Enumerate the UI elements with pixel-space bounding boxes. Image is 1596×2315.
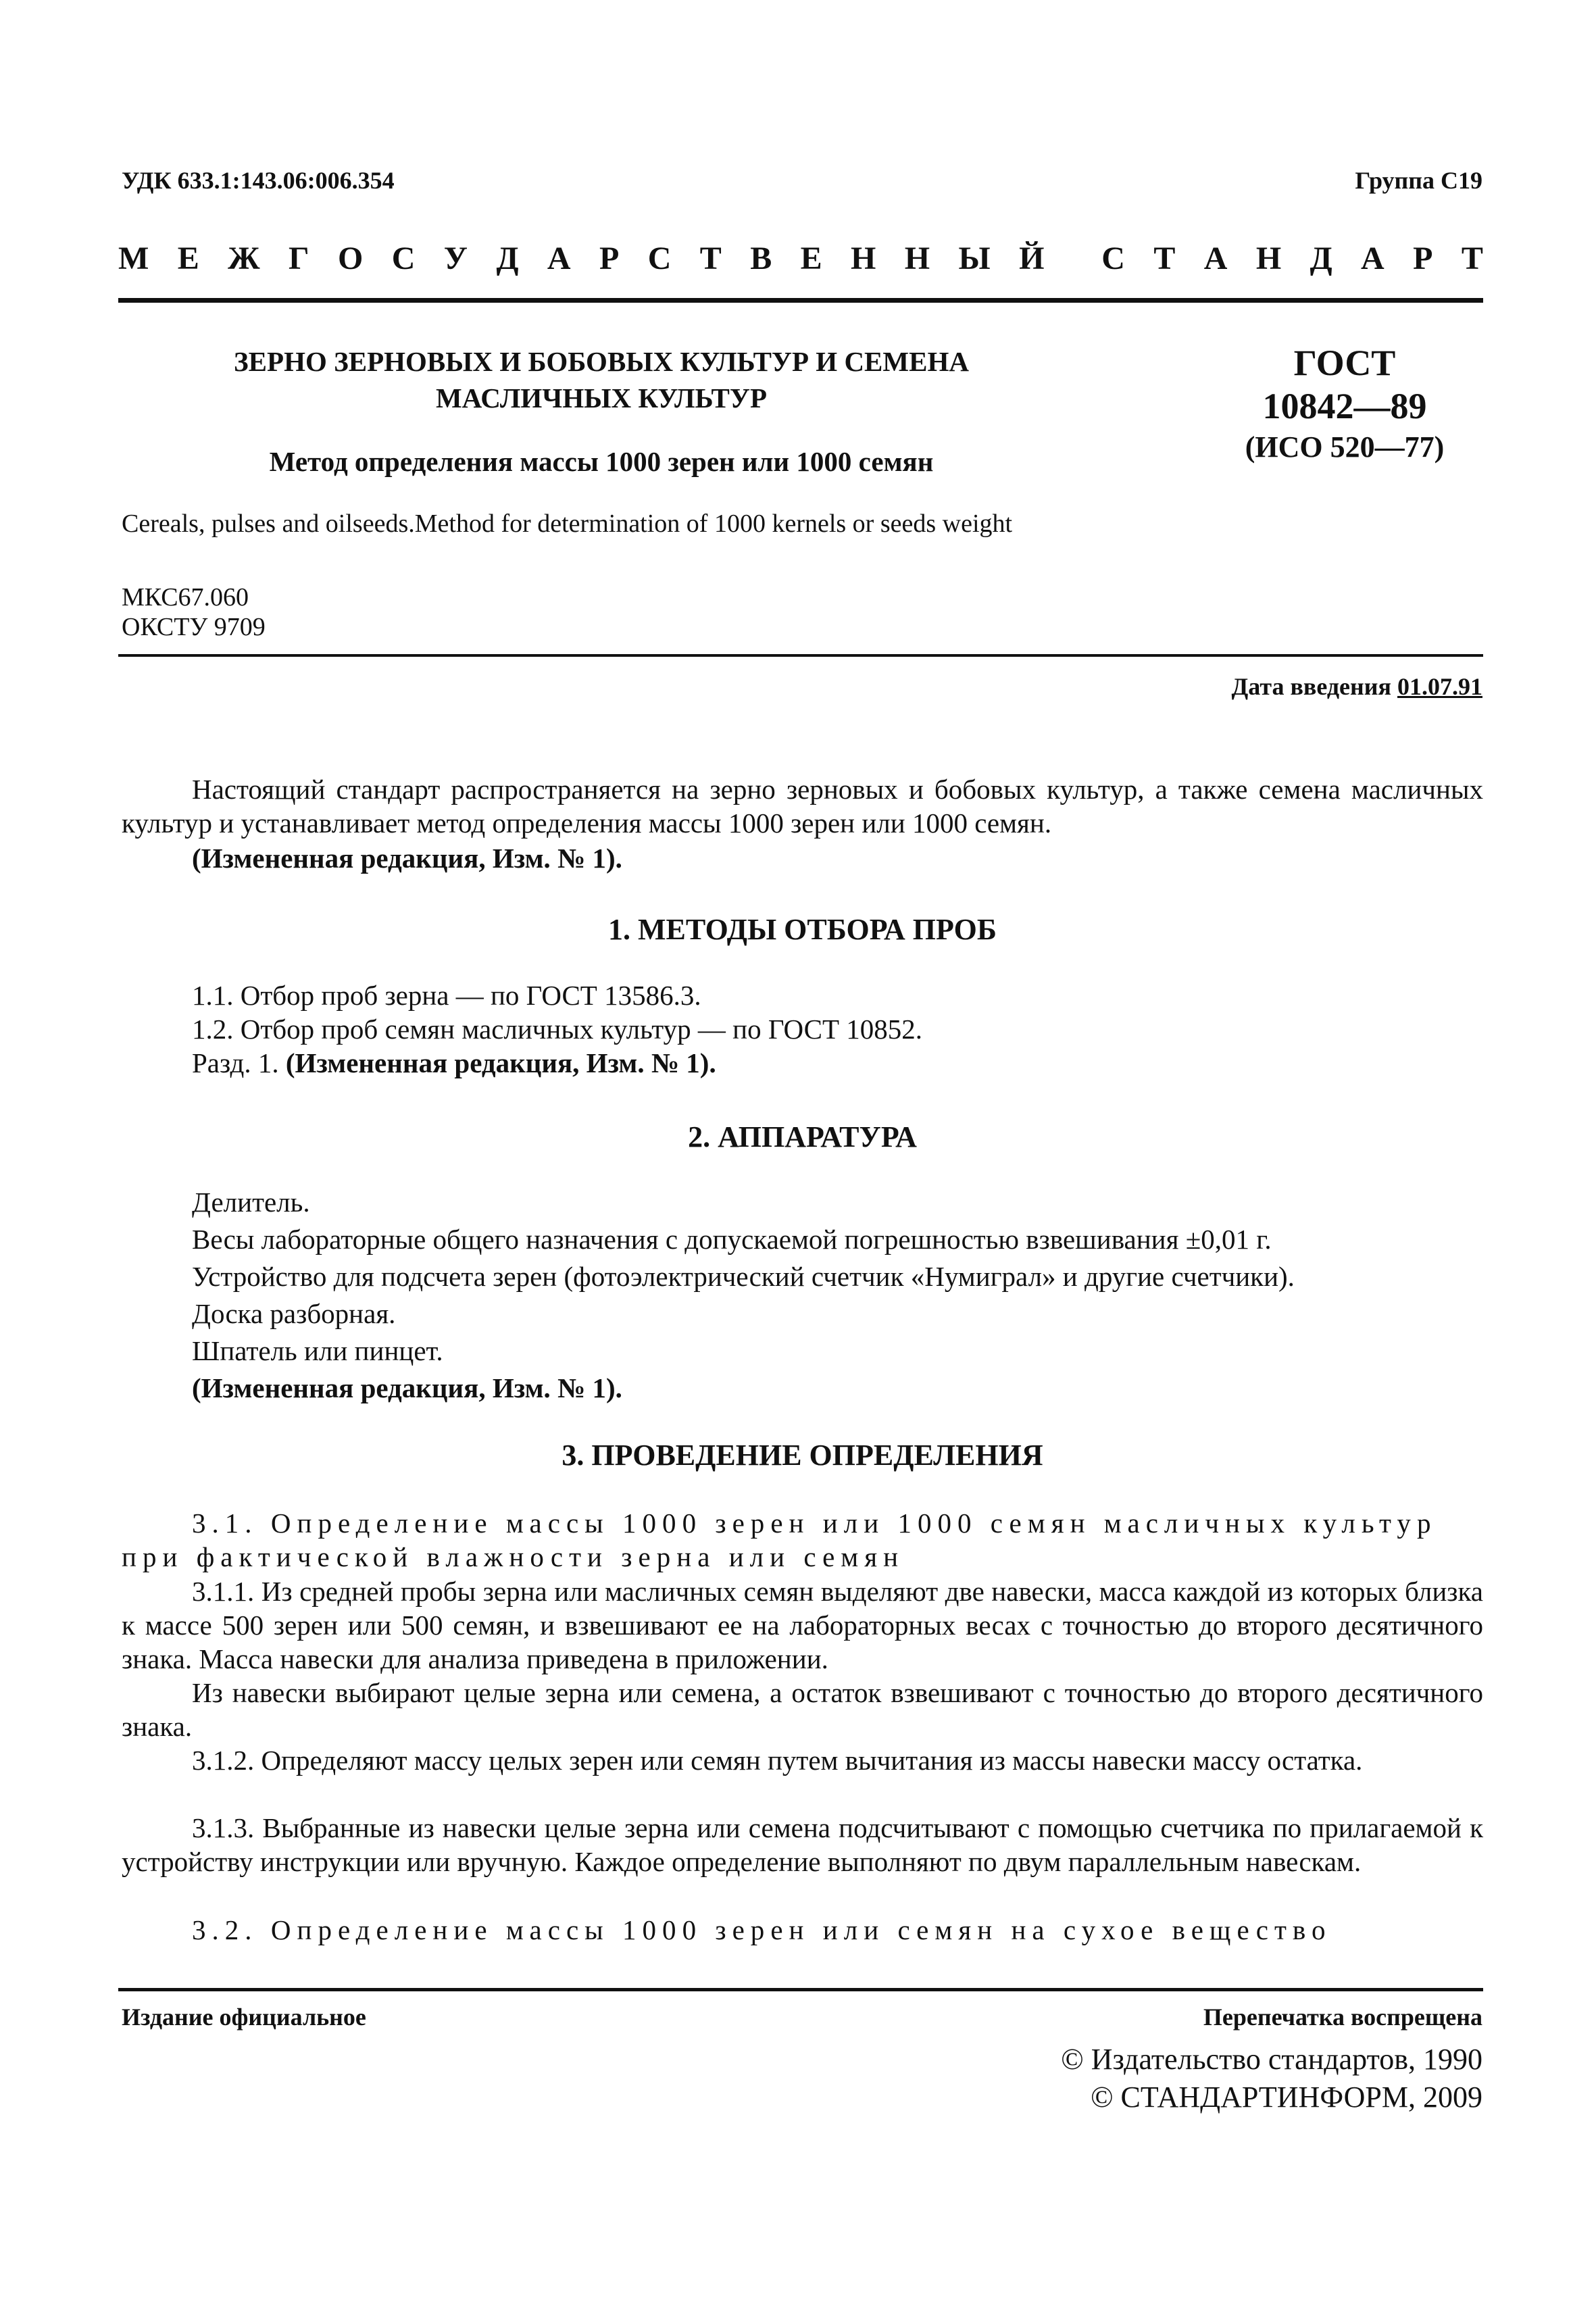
intro-date-value: 01.07.91	[1397, 673, 1482, 700]
apparatus-item: Устройство для подсчета зерен (фотоэлектрический счетчик «Нумиграл» и другие счетчики).	[192, 1261, 1295, 1292]
banner-letter: А	[1361, 241, 1385, 276]
interstate-standard-banner	[118, 240, 1483, 277]
introduction-date	[1232, 672, 1483, 701]
okstu-code: ОКСТУ 9709	[122, 613, 266, 641]
footer-divider	[118, 1988, 1483, 1991]
banner-letter: Р	[599, 241, 620, 276]
apparatus-item: Шпатель или пинцет.	[192, 1335, 443, 1366]
banner-letter: Н	[904, 241, 930, 276]
clause-3-1-3: 3.1.3. Выбранные из навески целые зерна или семена подсчитывают с помощью счетчика по прилагаемой к устройству инструкции или вручную. Каждое определение выполняют по двум параллельным навескам.	[122, 1812, 1483, 1877]
group-code: Группа С19	[1355, 167, 1482, 194]
edition-label: Издание официальное	[122, 2003, 366, 2031]
amendment-prefix: Разд. 1.	[192, 1047, 279, 1078]
clause-1-2: 1.2. Отбор проб семян масличных культур — по ГОСТ 10852.	[192, 1014, 923, 1045]
banner-letter: Н	[851, 241, 876, 276]
clause-3-1-title: 3.1. Определение массы 1000 зерен или 1000 семян масличных культур	[192, 1508, 1437, 1539]
section-1-heading: 1. МЕТОДЫ ОТБОРА ПРОБ	[608, 913, 997, 946]
amendment-text: (Измененная редакция, Изм. № 1).	[285, 1047, 716, 1078]
apparatus-item: Весы лабораторные общего назначения с допускаемой погрешностью взвешивания ±0,01 г.	[192, 1224, 1272, 1255]
preamble-paragraph: Настоящий стандарт распространяется на зерно зерновых и бобовых культур, а также семена масличных культур и устанавливает метод определения массы 1000 зерен или 1000 семян.	[122, 774, 1483, 839]
section-2-heading: 2. АППАРАТУРА	[688, 1120, 917, 1153]
title-line: ЗЕРНО ЗЕРНОВЫХ И БОБОВЫХ КУЛЬТУР И СЕМЕНА	[234, 346, 969, 377]
banner-letter: У	[443, 241, 468, 276]
clause-3-2-title: 3.2. Определение массы 1000 зерен или семян на сухое вещество	[192, 1914, 1332, 1945]
gost-designation	[1210, 341, 1480, 467]
section-2-amendment: (Измененная редакция, Изм. № 1).	[192, 1372, 622, 1403]
banner-letter: Р	[1413, 241, 1433, 276]
banner-letter: Ж	[228, 241, 260, 276]
intro-date-label: Дата введения	[1231, 673, 1391, 700]
document-subtitle: Метод определения массы 1000 зерен или 1000 семян	[269, 446, 934, 477]
banner-letter: Т	[1153, 241, 1176, 276]
mks-code: МКС67.060	[122, 583, 249, 612]
banner-letter: В	[750, 241, 772, 276]
banner-gap: Й	[1019, 241, 1045, 276]
clause-3-1-2: 3.1.2. Определяют массу целых зерен или семян путем вычитания из массы навески массу остатка.	[192, 1745, 1363, 1776]
gost-label: ГОСТ	[1293, 343, 1396, 383]
udk-code: УДК 633.1:143.06:006.354	[122, 167, 395, 194]
section-1-amendment	[192, 1047, 716, 1079]
iso-number: (ИСО 520—77)	[1245, 430, 1445, 464]
banner-letter: Д	[1310, 241, 1332, 276]
reprint-notice: Перепечатка воспрещена	[1203, 2003, 1482, 2031]
preamble-amendment: (Измененная редакция, Изм. № 1).	[192, 843, 622, 874]
banner-letter: А	[547, 241, 571, 276]
banner-letter: Т	[699, 241, 722, 276]
banner-letter: Ы	[958, 241, 991, 276]
banner-letter: С	[647, 241, 672, 276]
copyright-line: © СТАНДАРТИНФОРМ, 2009	[1091, 2081, 1482, 2114]
banner-letter: Е	[177, 241, 199, 276]
clause-1-1: 1.1. Отбор проб зерна — по ГОСТ 13586.3.	[192, 980, 701, 1011]
gost-number: 10842—89	[1262, 386, 1427, 426]
banner-letter: Т	[1461, 241, 1483, 276]
banner-letter: Е	[800, 241, 822, 276]
classifier-divider	[118, 654, 1483, 657]
document-title	[162, 343, 1041, 416]
apparatus-item: Доска разборная.	[192, 1298, 396, 1329]
apparatus-item: Делитель.	[192, 1187, 310, 1218]
english-title: Cereals, pulses and oilseeds.Method for determination of 1000 kernels or seeds weight	[122, 509, 1013, 538]
clause-3-1-1: 3.1.1. Из средней пробы зерна или масличных семян выделяют две навески, масса каждой из которых близка к массе 500 зерен или 500 семян, и взвешивают ее на лабораторных весах с точностью до второго десятичного знака. Масса навески для анализа приведена в приложении.	[122, 1576, 1483, 1674]
clause-3-1-title-cont: при фактической влажности зерна или семян	[122, 1541, 905, 1572]
banner-letter: А	[1203, 241, 1228, 276]
header-divider	[118, 298, 1483, 303]
title-line: МАСЛИЧНЫХ КУЛЬТУР	[435, 382, 768, 414]
banner-letter: Н	[1255, 241, 1282, 276]
banner-letter: Г	[289, 241, 309, 276]
banner-letter: Д	[496, 241, 519, 276]
banner-letter: О	[337, 241, 364, 276]
banner-letter: С	[1101, 241, 1125, 276]
banner-letter: С	[391, 241, 416, 276]
copyright-line: © Издательство стандартов, 1990	[1061, 2043, 1482, 2076]
section-3-heading: 3. ПРОВЕДЕНИЕ ОПРЕДЕЛЕНИЯ	[562, 1439, 1043, 1472]
clause-3-1-1-cont: Из навески выбирают целые зерна или семена, а остаток взвешивают с точностью до второго десятичного знака.	[122, 1677, 1483, 1742]
banner-letter: М	[118, 241, 149, 276]
